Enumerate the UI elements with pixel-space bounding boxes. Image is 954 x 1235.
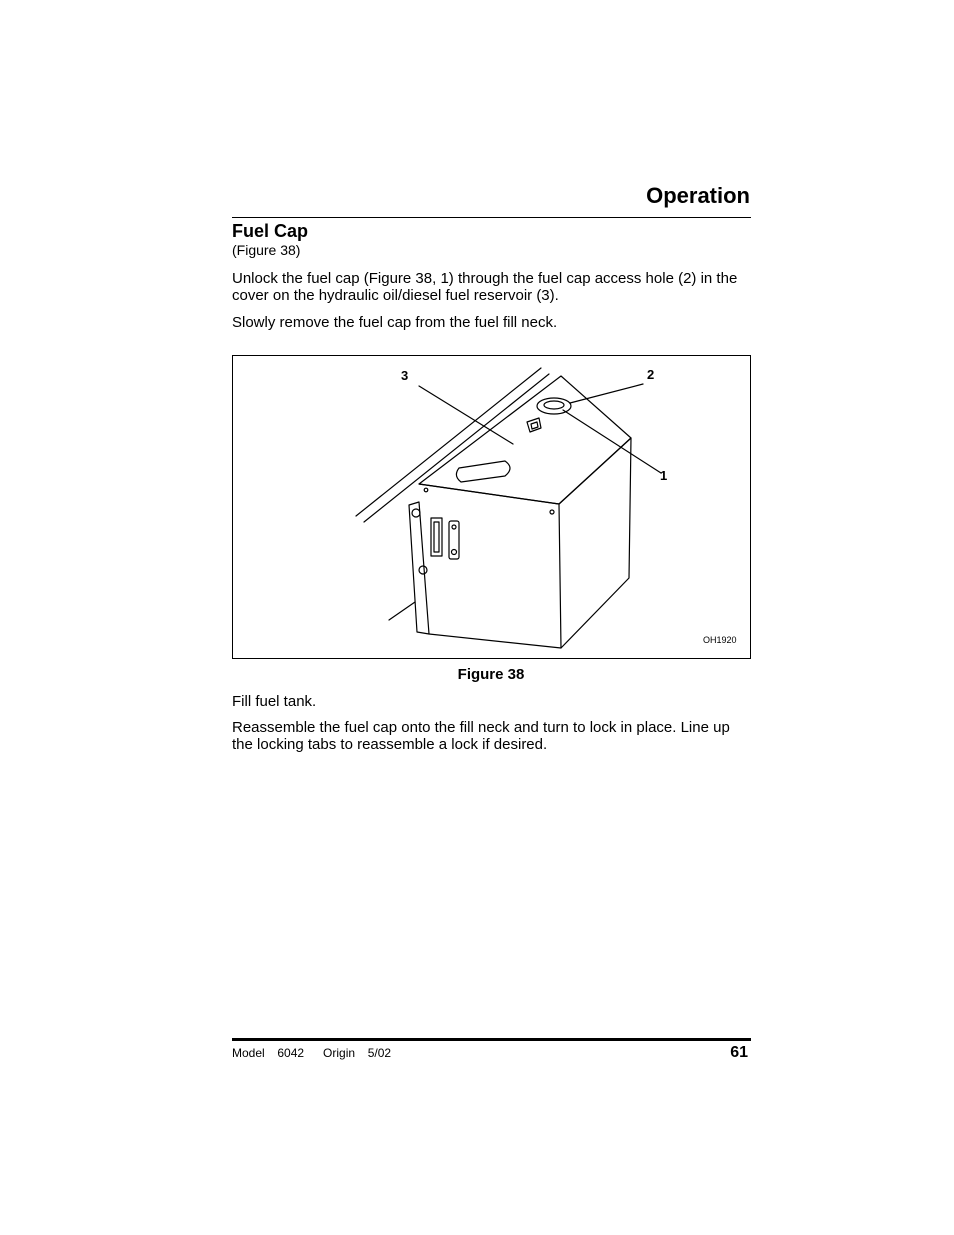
figure-38 [232,355,751,659]
reservoir-illustration [233,356,750,658]
callout-2: 2 [647,367,655,382]
figure-code: OH1920 [703,635,737,645]
page-heading: Fuel Cap [232,221,309,241]
paragraph-fill: Fill fuel tank. [232,693,317,710]
figure-caption: Figure 38 [457,666,525,683]
section-title: Operation [646,183,750,208]
callout-1: 1 [660,468,668,483]
callout-3: 3 [401,368,409,383]
paragraph-reassemble: Reassemble the fuel cap onto the fill neck and turn to lock in place. Line up the locking tabs to reassemble a lock if desired. [232,719,730,753]
figure-reference: (Figure 38) [232,242,301,258]
footer-model-origin: Model 6042 Origin 5/02 [232,1046,392,1060]
paragraph-unlock: Unlock the fuel cap (Figure 38, 1) through the fuel cap access hole (2) in the cover on the hydraulic oil/diesel fuel reservoir (3). [232,270,738,304]
paragraph-remove: Slowly remove the fuel cap from the fuel fill neck. [232,314,558,331]
header-rule [232,217,751,218]
footer-rule [232,1038,751,1041]
page-number: 61 [730,1044,748,1061]
